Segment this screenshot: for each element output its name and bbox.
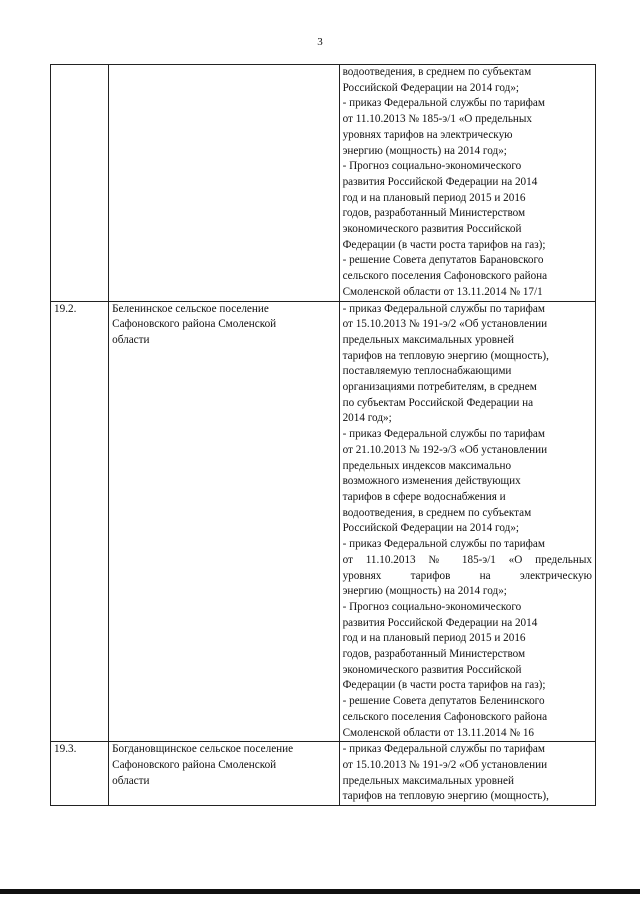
legal-basis-line: предельных максимальных уровней (342, 333, 514, 346)
legal-basis-line: возможного изменения действующих (342, 475, 521, 488)
legal-basis-cell (339, 742, 595, 806)
legal-basis-line: от 21.10.2013 № 192-э/3 «Об установлении (342, 443, 548, 456)
legal-basis-line: Российской Федерации на 2014 год»; (342, 522, 520, 535)
legal-basis-line: - решение Совета депутатов Беленинского (342, 695, 545, 708)
legal-basis-line: уровнях тарифов на электрическую (342, 128, 513, 141)
settlement-name-line: Богдановщинское сельское поселение (112, 743, 294, 756)
row-number-cell: 19.2. (51, 301, 109, 742)
legal-basis-line: сельского поселения Сафоновского района (342, 270, 548, 283)
legal-basis-line: водоотведения, в среднем по субъектам (342, 66, 532, 78)
legal-basis-line: энергию (мощность) на 2014 год»; (342, 144, 507, 157)
settlement-name-line: Беленинское сельское поселение (112, 302, 269, 315)
legal-basis-line: энергию (мощность) на 2014 год»; (342, 585, 507, 598)
legal-basis-line: тарифов на тепловую энергию (мощность), (342, 349, 549, 362)
legal-basis-line: годов, разработанный Министерством (342, 648, 526, 661)
legal-basis-line: сельского поселения Сафоновского района (342, 710, 548, 723)
legal-basis-line: предельных максимальных уровней (342, 774, 514, 787)
legal-basis-line: организациями потребителям, в среднем (342, 381, 537, 394)
legal-basis-line: - решение Совета депутатов Барановского (342, 254, 544, 267)
legal-basis-line: от 11.10.2013 № 185-э/1 «О предельных (342, 113, 533, 126)
row-number-cell: 19.3. (51, 742, 109, 806)
legal-basis-line: Федерации (в части роста тарифов на газ); (342, 679, 546, 692)
legal-basis-line: - приказ Федеральной службы по тарифам (342, 97, 545, 110)
legal-basis-cell (339, 65, 595, 302)
legal-basis-line: год и на плановый период 2015 и 2016 (342, 191, 526, 204)
table-body (51, 65, 596, 806)
table-row (51, 65, 596, 302)
settlement-name-line: области (112, 774, 150, 787)
legal-basis-line: развития Российской Федерации на 2014 (342, 175, 538, 188)
legal-basis-line: экономического развития Российской (342, 223, 522, 236)
legal-basis-line: год и на плановый период 2015 и 2016 (342, 632, 526, 645)
legal-basis-line: уровнях тарифов на электрическую (342, 569, 592, 582)
legal-basis-line: предельных индексов максимально (342, 459, 512, 472)
legal-basis-line: развития Российской Федерации на 2014 (342, 616, 538, 629)
settlement-name-cell (109, 301, 339, 742)
settlement-name-cell (109, 742, 339, 806)
legal-basis-line: тарифов в сфере водоснабжения и (342, 490, 506, 503)
legal-basis-line: тарифов на тепловую энергию (мощность), (342, 790, 549, 803)
legal-basis-line: Российской Федерации на 2014 год»; (342, 81, 520, 94)
legal-basis-line: - приказ Федеральной службы по тарифам (342, 302, 545, 315)
legal-basis-line: - приказ Федеральной службы по тарифам (342, 538, 545, 551)
legal-basis-line: Федерации (в части роста тарифов на газ); (342, 238, 546, 251)
legal-basis-line: водоотведения, в среднем по субъектам (342, 506, 532, 519)
legal-basis-line: Смоленской области от 13.11.2014 № 17/1 (342, 285, 543, 298)
legal-basis-line: - приказ Федеральной службы по тарифам (342, 428, 545, 441)
page-number: 3 (317, 36, 323, 48)
scan-bottom-edge (0, 889, 640, 894)
legal-basis-line: 2014 год»; (342, 412, 392, 425)
table-row (51, 742, 596, 806)
legal-basis-line: Смоленской области от 13.11.2014 № 16 (342, 726, 535, 739)
legal-basis-line: от 15.10.2013 № 191-э/2 «Об установлении (342, 758, 548, 771)
legal-basis-line: по субъектам Российской Федерации на (342, 396, 534, 409)
settlement-name-line: Сафоновского района Смоленской (112, 758, 277, 771)
legal-basis-line: экономического развития Российской (342, 663, 522, 676)
settlement-name-cell (109, 65, 339, 302)
settlement-name-line: области (112, 333, 150, 346)
legal-basis-cell (339, 301, 595, 742)
table-row (51, 301, 596, 742)
tariff-basis-table (50, 64, 596, 806)
row-number-cell (51, 65, 109, 302)
legal-basis-line: годов, разработанный Министерством (342, 207, 526, 220)
legal-basis-line: - Прогноз социально-экономического (342, 600, 522, 613)
legal-basis-line: от 11.10.2013 № 185-э/1 «О предельных (342, 553, 592, 566)
settlement-name-line: Сафоновского района Смоленской (112, 318, 277, 331)
legal-basis-line: поставляемую теплоснабжающими (342, 365, 512, 378)
legal-basis-line: от 15.10.2013 № 191-э/2 «Об установлении (342, 318, 548, 331)
legal-basis-line: - приказ Федеральной службы по тарифам (342, 743, 545, 756)
legal-basis-line: - Прогноз социально-экономического (342, 160, 522, 173)
